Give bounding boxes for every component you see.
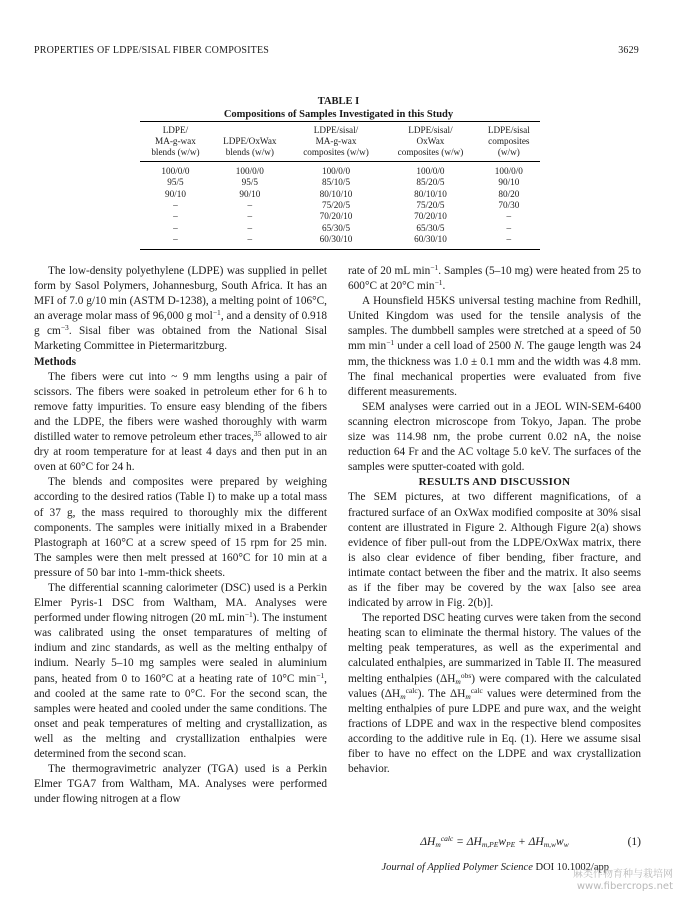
equation-number: (1) (627, 836, 641, 848)
table-cell: 80/20 (498, 188, 520, 199)
table-row (140, 162, 540, 178)
table-column-header: LDPE/sisal composites (w/w) (478, 122, 540, 162)
table-label: TABLE I (317, 96, 360, 107)
table-row (140, 177, 540, 188)
doi: DOI 10.1002/app (532, 862, 609, 873)
running-title: PROPERTIES OF LDPE/SISAL FIBER COMPOSITES (34, 45, 270, 56)
dsc-paragraph: The differential scanning calorimeter (DSC) used is a Perkin Elmer Pyris-1 DSC from Waltham, MA. Analyses were performed under flowing nitrogen (20 mL $\min^{-1}$). The instument was calibrated using the onset temparatures of melting of indium and zinc standards, as well as the melting enthalpy of indium. Nearly 5–10 mg samples were sealed in aluminium pans, heated from 0 to 160°C at a heating rate of 10°C $\min^{-1}$, and cooled at the same rate to 0°C. For the second scan, the samples were heated and cooled under the same conditions. The onset and peak temperatures of melting and crystallization, as well as the melting and crystallization enthalpies were determined from the second scan. (34, 581, 327, 760)
fibers-paragraph: The fibers were cut into ~ 9 mm lengths using a pair of scissors. The fibers were soaked in petroleum ether for 6 h to remove fatty impurities. To ensure easy blending of the fibers and the LDPE, the fibers were washed thoroughly with warm distilled water to remove petroleum ether traces,$^{35}$ allowed to air dry at room temperature for at least 4 days and then put in an oven at 60°C for 24 h. (34, 370, 327, 474)
table-column-header: LDPE/ MA-g-wax blends (w/w) (140, 122, 211, 162)
table-row (140, 211, 540, 222)
table-title: Compositions of Samples Investigated in this Study (223, 109, 454, 120)
table-cell: 100/0/0 (235, 166, 264, 177)
results-paragraph-2: The reported DSC heating curves were taken from the second heating scan to eliminate the thermal history. The values of the melting peak temperatures, as well as the experimental and calculated enthalpies, are summarized in Table II. The measured melting enthalpies $(\Delta H_m^{obs})$ were compared with the calculated values $(\Delta H_m^{calc})$. The $\Delta H_m^{calc}$ values were determined from the melting enthalpies of pure LDPE and pure wax, and the weight fractions of LDPE and wax in the respective blend composites according to the additive rule in Eq. (1). Here we assume sisal fiber to have no effect on the LDPE and wax crystallization behavior. (348, 612, 641, 776)
table-cell: 85/10/5 (321, 177, 351, 188)
table-caption (0, 95, 677, 121)
table-cell: 80/10/10 (319, 188, 353, 199)
table-column-header: LDPE/OxWax blends (w/w) (211, 122, 289, 162)
table-cell: – (506, 211, 512, 222)
results-heading: RESULTS AND DISCUSSION (418, 476, 571, 489)
journal-name: Journal of Applied Polymer Science (381, 862, 533, 873)
table-cell: – (478, 234, 540, 250)
table-cell: 100/0/0 (494, 166, 523, 177)
table-cell: 70/30 (498, 200, 520, 211)
tga-continuation: rate of 20 mL $\min^{-1}$. Samples (5–10 mg) were heated from 25 to 600°C at 20°C $\min^{-1}$. (348, 263, 641, 293)
table-cell: – (247, 222, 253, 233)
right-column (348, 264, 641, 777)
table-cell: 70/20/10 (414, 211, 447, 222)
table-cell: 70/20/10 (319, 211, 353, 222)
table-cell: 65/30/5 (416, 222, 445, 233)
blends-paragraph: The blends and composites were prepared by weighing according to the desired ratios (Table I) to make up a total mass of 37 g, the mass required to thoroughly mix the different components. The samples were initially mixed in a Brabender Plastograph at 160°C at a screw speed of 15 rpm for 25 min. The samples were then melt pressed at 160°C for 10 min at a pressure of 50 bar into 1-mm-thick sheets. (34, 476, 327, 579)
tensile-paragraph: A Hounsfield H5KS universal testing machine from Redhill, United Kingdom was used for the tensile analysis of the samples. The dumbbell samples were stretched at a speed of 50 mm $\min^{-1}$ under a cell load of 2500 N. The gauge length was 24 mm, the thickness was 1.0 ± 0.1 mm and the width was 4.8 mm. The final mechanical properties were evaluated from five different measurements. (348, 295, 641, 398)
tga-paragraph: The thermogravimetric analyzer (TGA) used is a Perkin Elmer TGA7 from Waltham, MA. Analyses were performed under flowing nitrogen at a flow (34, 763, 327, 806)
table-cell: 100/0/0 (416, 166, 445, 177)
table-cell: 90/10 (239, 188, 261, 199)
methods-heading: Methods (34, 355, 77, 368)
table-cell: – (211, 234, 289, 250)
running-header (34, 45, 639, 56)
table-cell: 95/5 (167, 177, 184, 188)
results-paragraph-1: The SEM pictures, at two different magnifications, of a fractured surface of an OxWax modified composite at 30% sisal content are illustrated in Figure 2. Although Figure 2(a) shows evidence of fiber pull-out from the LDPE/OxWax matrix, there is also clear evidence of fiber bending, fiber fracture, and intimate contact between the fiber and the matrix. It also seems as if the fiber may be covered by the wax [also see area indicated by arrow in Fig. 2(b)]. (348, 491, 641, 610)
table-cell: 90/10 (498, 177, 520, 188)
table-column-header: LDPE/sisal/ OxWax composites (w/w) (383, 122, 477, 162)
table-cell: 80/10/10 (414, 188, 447, 199)
equation-1: $\Delta H_m^{calc} = \Delta H_{m,PE}w_{PE} + \Delta H_{m,w}w_w$ (1) (420, 834, 641, 849)
table-cell: 65/30/5 (321, 222, 351, 233)
sem-paragraph: SEM analyses were carried out in a JEOL WIN-SEM-6400 scanning electron microscope from Tokyo, Japan. The probe size was 114.98 nm, the probe current 0.02 nA, the noise reduction 64 Fr and the AC voltage 5.0 keV. The surfaces of the samples were sputter-coated with gold. (348, 400, 641, 474)
table-column-header: LDPE/sisal/ MA-g-wax composites (w/w) (289, 122, 383, 162)
table-cell: 75/20/5 (321, 200, 351, 211)
table-cell: 60/30/10 (289, 234, 383, 250)
table-row (140, 200, 540, 211)
watermark: 麻类作物育种与栽培网 www.fibercrops.net (573, 869, 673, 892)
table-cell: 100/0/0 (161, 166, 190, 177)
table-cell: – (247, 211, 253, 222)
table-cell: – (506, 222, 512, 233)
table-cell: – (173, 200, 178, 211)
table-cell: 100/0/0 (321, 166, 351, 177)
table-cell: – (173, 211, 178, 222)
table-row (140, 189, 540, 200)
table-cell: – (247, 200, 253, 211)
table-cell: 85/20/5 (416, 177, 445, 188)
table-row (140, 234, 540, 250)
table-cell: 75/20/5 (416, 200, 445, 211)
table-cell: – (173, 222, 178, 233)
composition-table (140, 121, 540, 250)
left-column (34, 264, 327, 807)
table-row (140, 222, 540, 233)
materials-paragraph: The low-density polyethylene (LDPE) was supplied in pellet form by Sasol Polymers, Johannesburg, South Africa. It has an MFI of 7.0 g/10 min (ASTM D-1238), a melting point of 106°C, an average molar mass of 96,000 g mol$^{-1}$, and a density of 0.918 g $cm^{-3}$. Sisal fiber was obtained from the National Sisal Marketing Committee in Pietermaritzburg. (34, 265, 327, 353)
table-cell: 60/30/10 (383, 234, 477, 250)
page-number: 3629 (618, 45, 639, 56)
table-cell: 95/5 (241, 177, 259, 188)
table-cell: 90/10 (164, 188, 186, 199)
table-cell: – (140, 234, 211, 250)
